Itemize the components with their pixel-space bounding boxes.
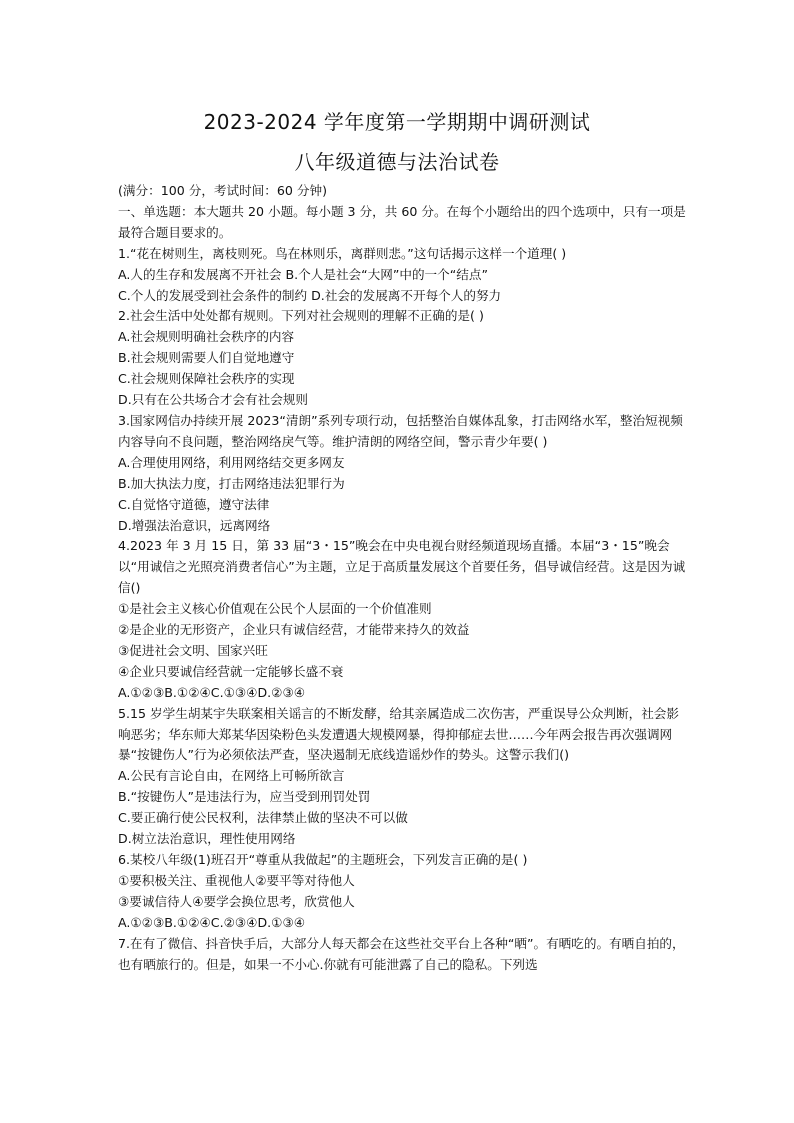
- question-option: D.只有在公共场合才会有社会规则: [118, 392, 309, 408]
- question-option: C.要正确行使公民权利，法律禁止做的坚决不可以做: [118, 810, 408, 826]
- question-stem: 3.国家网信办持续开展 2023“清朗”系列专项行动，包括整治自媒体乱象，打击网络水军，整治短视频内容导向不良问题，整治网络戾气等。维护清朗的网络空间，警示青少年要( ): [118, 412, 683, 449]
- exam-body: [118, 181, 690, 975]
- exam-info: (满分：100 分，考试时间：60 分钟): [118, 183, 328, 198]
- question-stem: 6.某校八年级(1)班召开“尊重从我做起”的主题班会，下列发言正确的是( ): [118, 852, 528, 867]
- question-option: C.社会规则保障社会秩序的实现: [118, 371, 295, 387]
- question-option: D.增强法治意识，远离网络: [118, 517, 271, 533]
- exam-title: 2023-2024 学年度第一学期期中调研测试: [203, 110, 591, 134]
- question-option: C.个人的发展受到社会条件的制约 D.社会的发展离不开每个人的努力: [118, 287, 502, 303]
- question-stem: 5.15 岁学生胡某宇失联案相关谣言的不断发酵，给其亲属造成二次伤害，严重误导公众判断，社会影响恶劣；华东师大郑某华因染粉色头发遭遇大规模网暴，得抑郁症去世……今年两会报告再次强调网暴“按键伤人”行为必须依法严查，坚决遏制无底线造谣炒作的势头。这警示我们(): [118, 705, 679, 763]
- question-stem: 4.2023 年 3 月 15 日，第 33 届“3・15”晚会在中央电视台财经频道现场直播。本届“3・15”晚会以“用诚信之光照亮消费者信心”为主题，立足于高质量发展这个首要任务，倡导诚信经营。这是因为诚信(): [118, 538, 686, 596]
- exam-subtitle: 八年级道德与法治试卷: [294, 150, 500, 174]
- question-option: B.社会规则需要人们自觉地遵守: [118, 350, 295, 366]
- question-option: A.①②③B.①②④C.②③④D.①③④: [118, 914, 306, 930]
- question-option: A.合理使用网络，利用网络结交更多网友: [118, 454, 345, 470]
- question-statement: ①是社会主义核心价值观在公民个人层面的一个价值准则: [118, 601, 432, 617]
- question-option: B.加大执法力度，打击网络违法犯罪行为: [118, 475, 345, 491]
- question-statement: ②是企业的无形资产，企业只有诚信经营，才能带来持久的效益: [118, 622, 470, 638]
- question-option: D.树立法治意识，理性使用网络: [118, 831, 296, 847]
- question-option: A.社会规则明确社会秩序的内容: [118, 329, 295, 345]
- question-statement: ③要诚信待人④要学会换位思考，欣赏他人: [118, 893, 355, 909]
- question-statement: ④企业只要诚信经营就一定能够长盛不衰: [118, 663, 344, 679]
- question-option: B.“按键伤人”是违法行为，应当受到刑罚处罚: [118, 789, 371, 805]
- question-statement: ①要积极关注、重视他人②要平等对待他人: [118, 872, 355, 888]
- question-option: A.人的生存和发展离不开社会 B.个人是社会“大网”中的一个“结点”: [118, 266, 488, 282]
- question-option: A.公民有言论自由，在网络上可畅所欲言: [118, 768, 345, 784]
- question-option: A.①②③B.①②④C.①③④D.②③④: [118, 684, 306, 700]
- question-stem: 2.社会生活中处处都有规则。下列对社会规则的理解不正确的是( ): [118, 308, 484, 324]
- question-stem: 7.在有了微信、抖音快手后，大部分人每天都会在这些社交平台上各种“晒”。有晒吃的。有晒自拍的，也有晒旅行的。但是，如果一不小心.你就有可能泄露了自己的隐私。下列选: [118, 935, 685, 972]
- question-statement: ③促进社会文明、国家兴旺: [118, 642, 268, 658]
- section-heading: 一、单选题：本大题共 20 小题。每小题 3 分，共 60 分。在每个小题给出的四个选项中，只有一项是最符合题目要求的。: [118, 203, 686, 240]
- question-option: C.自觉恪守道德，遵守法律: [118, 496, 270, 512]
- question-stem: 1.“花在树则生，离枝则死。鸟在林则乐，离群则悲。”这句话揭示这样一个道理( ): [118, 245, 567, 261]
